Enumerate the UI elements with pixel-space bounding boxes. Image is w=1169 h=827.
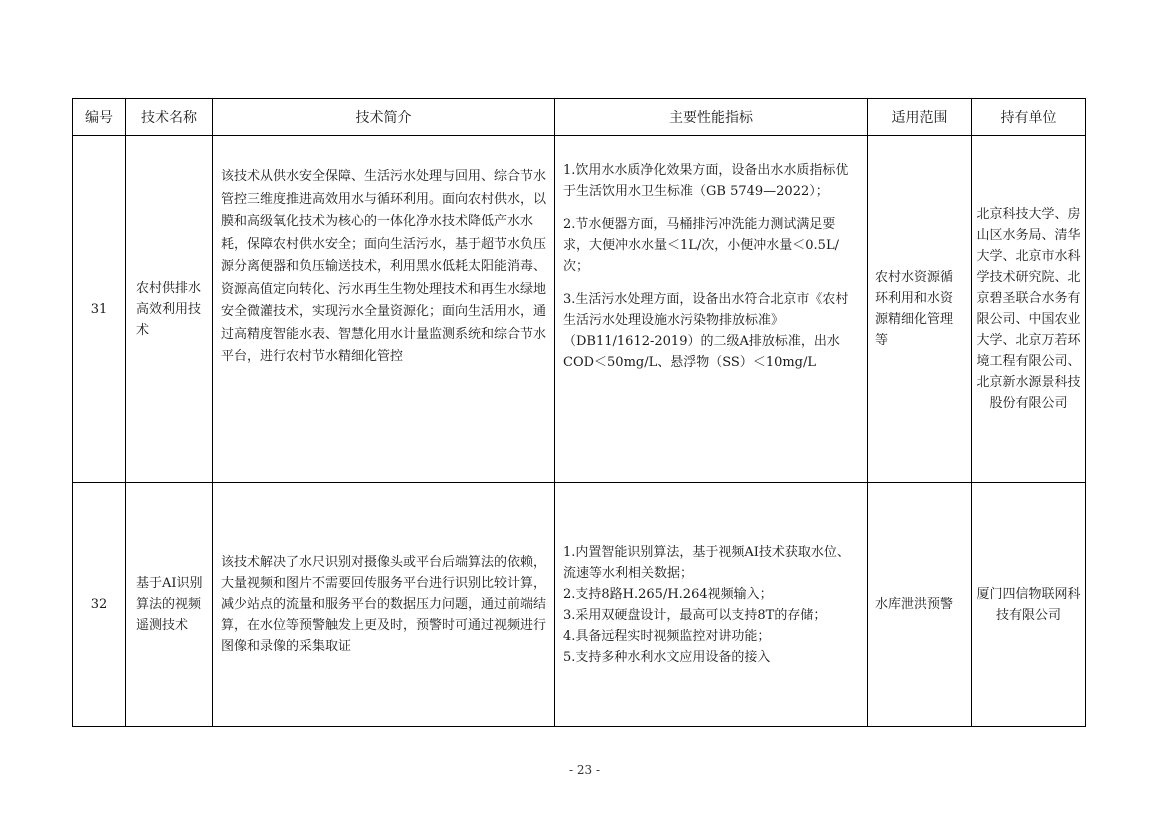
tech-name: 基于AI识别算法的视频遥测技术: [126, 483, 213, 727]
row-number: 31: [73, 136, 126, 483]
spec-item: 1.内置智能识别算法，基于视频AI技术获取水位、流速等水利相关数据；: [563, 544, 850, 581]
spec-item: 2.节水便器方面，马桶排污冲洗能力测试满足要求，大便冲水水量＜1L/次，小便冲水量＜0.5L/次；: [563, 217, 839, 274]
application-scope: 农村水资源循环利用和水资源精细化管理等: [868, 136, 972, 483]
header-tech-intro: 技术简介: [213, 99, 555, 136]
table-row: [73, 483, 1086, 727]
application-scope: 水库泄洪预警: [868, 483, 972, 727]
header-number: 编号: [73, 99, 126, 136]
tech-intro: 该技术解决了水尺识别对摄像头或平台后端算法的依赖，大量视频和图片不需要回传服务平台进行识别比较计算，减少站点的流量和服务平台的数据压力问题，通过前端结算，在水位等预警触发上更及时，预警时可通过视频进行图像和录像的采集取证: [213, 483, 555, 727]
tech-intro: 该技术从供水安全保障、生活污水处理与回用、综合节水管控三维度推进高效用水与循环利用。面向农村供水，以膜和高级氧化技术为核心的一体化净水技术降低产水水耗，保障农村供水安全；面向生活污水，基于超节水负压源分离便器和负压输送技术，利用黑水低耗太阳能消毒、资源高值定向转化、污水再生生物处理技术和再生水绿地安全微灌技术，实现污水全量资源化；面向生活用水，通过高精度智能水表、智慧化用水计量监测系统和综合节水平台，进行农村节水精细化管控: [213, 136, 555, 483]
header-tech-name: 技术名称: [126, 99, 213, 136]
spec-item: 3.生活污水处理方面，设备出水符合北京市《农村生活污水处理设施水污染物排放标准》（DB11/1612-2019）的二级A排放标准，出水COD＜50mg/L、悬浮物（SS）＜10mg/L: [563, 292, 849, 370]
page-number: - 23 -: [568, 763, 600, 777]
header-owner: 持有单位: [972, 99, 1086, 136]
table-header-row: [73, 99, 1086, 136]
spec-item: 5.支持多种水利水文应用设备的接入: [563, 649, 771, 665]
owner-units: 厦门四信物联网科技有限公司: [972, 483, 1086, 727]
spec-item: 2.支持8路H.265/H.264视频输入；: [563, 586, 773, 602]
tech-name: 农村供排水高效利用技术: [126, 136, 213, 483]
spec-item: 3.采用双硬盘设计，最高可以支持8T的存储；: [563, 607, 827, 623]
performance-specs: [555, 136, 868, 483]
header-scope: 适用范围: [868, 99, 972, 136]
spec-item: 1.饮用水水质净化效果方面，设备出水水质指标优于生活饮用水卫生标准（GB 5749—2022）；: [563, 163, 849, 199]
performance-specs: [555, 483, 868, 727]
spec-item: 4.具备远程实时视频监控对讲功能；: [563, 628, 771, 644]
technology-table: [72, 98, 1086, 727]
header-performance: 主要性能指标: [555, 99, 868, 136]
table-row: [73, 136, 1086, 483]
row-number: 32: [73, 483, 126, 727]
owner-units: 北京科技大学、房山区水务局、清华大学、北京市水科学技术研究院、北京碧圣联合水务有限公司、中国农业大学、北京万若环境工程有限公司、北京新水源景科技股份有限公司: [972, 136, 1086, 483]
